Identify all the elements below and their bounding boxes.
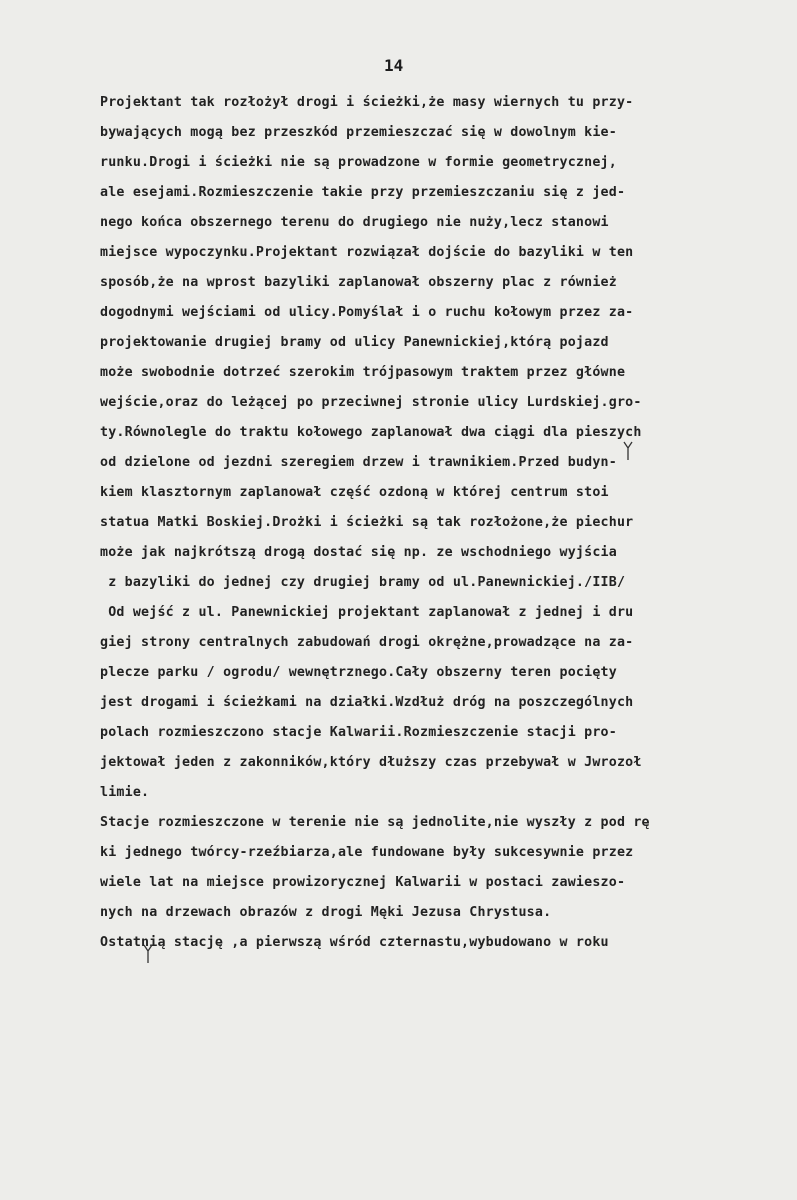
text-line: wiele lat na miejsce prowizorycznej Kalwarii w postaci zawieszo- <box>100 875 626 890</box>
body-text <box>100 88 790 958</box>
text-line: jektował jeden z zakonników,który dłuższy czas przebywał w Jwrozoł <box>100 755 642 770</box>
text-line: wejście,oraz do leżącej po przeciwnej stronie ulicy Lurdskiej.gro- <box>100 395 642 410</box>
text-line: jest drogami i ścieżkami na działki.Wzdłuż dróg na poszczególnych <box>100 695 634 710</box>
text-line: może swobodnie dotrzeć szerokim trójpasowym traktem przez główne <box>100 365 626 380</box>
text-line: ty.Równolegle do traktu kołowego zaplanował dwa ciągi dla pieszych <box>100 425 642 440</box>
text-line: bywających mogą bez przeszkód przemieszczać się w dowolnym kie- <box>100 125 617 140</box>
text-line: runku.Drogi i ścieżki nie są prowadzone w formie geometrycznej, <box>100 155 617 170</box>
text-line: statua Matki Boskiej.Drożki i ścieżki są tak rozłożone,że piechur <box>100 515 634 530</box>
text-line: może jak najkrótszą drogą dostać się np. ze wschodniego wyjścia <box>100 545 617 560</box>
page-number: 14 <box>384 56 404 75</box>
text-line: z bazyliki do jednej czy drugiej bramy od ul.Panewnickiej./IIB/ <box>100 575 626 590</box>
text-line: ki jednego twórcy-rzeźbiarza,ale fundowane były sukcesywnie przez <box>100 845 634 860</box>
text-line: kiem klasztornym zaplanował część ozdoną w której centrum stoi <box>100 485 609 500</box>
text-line: Od wejść z ul. Panewnickiej projektant zaplanował z jednej i dru <box>100 605 634 620</box>
text-line: giej strony centralnych zabudowań drogi okrężne,prowadzące na za- <box>100 635 634 650</box>
text-line: Ostatnią stację ,a pierwszą wśród czternastu,wybudowano w roku <box>100 935 609 950</box>
correction-mark-icon <box>620 440 636 462</box>
text-line: dogodnymi wejściami od ulicy.Pomyślał i o ruchu kołowym przez za- <box>100 305 634 320</box>
text-line: nego końca obszernego terenu do drugiego nie nuży,lecz stanowi <box>100 215 609 230</box>
correction-mark-icon <box>140 943 156 965</box>
text-line: nych na drzewach obrazów z drogi Męki Jezusa Chrystusa. <box>100 905 552 920</box>
text-line: polach rozmieszczono stacje Kalwarii.Rozmieszczenie stacji pro- <box>100 725 617 740</box>
text-line: ale esejami.Rozmieszczenie takie przy przemieszczaniu się z jed- <box>100 185 626 200</box>
text-line: plecze parku / ogrodu/ wewnętrznego.Cały obszerny teren pocięty <box>100 665 617 680</box>
text-line: Projektant tak rozłożył drogi i ścieżki,że masy wiernych tu przy- <box>100 95 634 110</box>
text-line: miejsce wypoczynku.Projektant rozwiązał dojście do bazyliki w ten <box>100 245 634 260</box>
text-line: sposób,że na wprost bazyliki zaplanował obszerny plac z również <box>100 275 617 290</box>
text-line: Stacje rozmieszczone w terenie nie są jednolite,nie wyszły z pod rę <box>100 815 650 830</box>
text-line: od dzielone od jezdni szeregiem drzew i trawnikiem.Przed budyn- <box>100 455 617 470</box>
text-line: projektowanie drugiej bramy od ulicy Panewnickiej,którą pojazd <box>100 335 609 350</box>
text-line: limie. <box>100 785 150 800</box>
